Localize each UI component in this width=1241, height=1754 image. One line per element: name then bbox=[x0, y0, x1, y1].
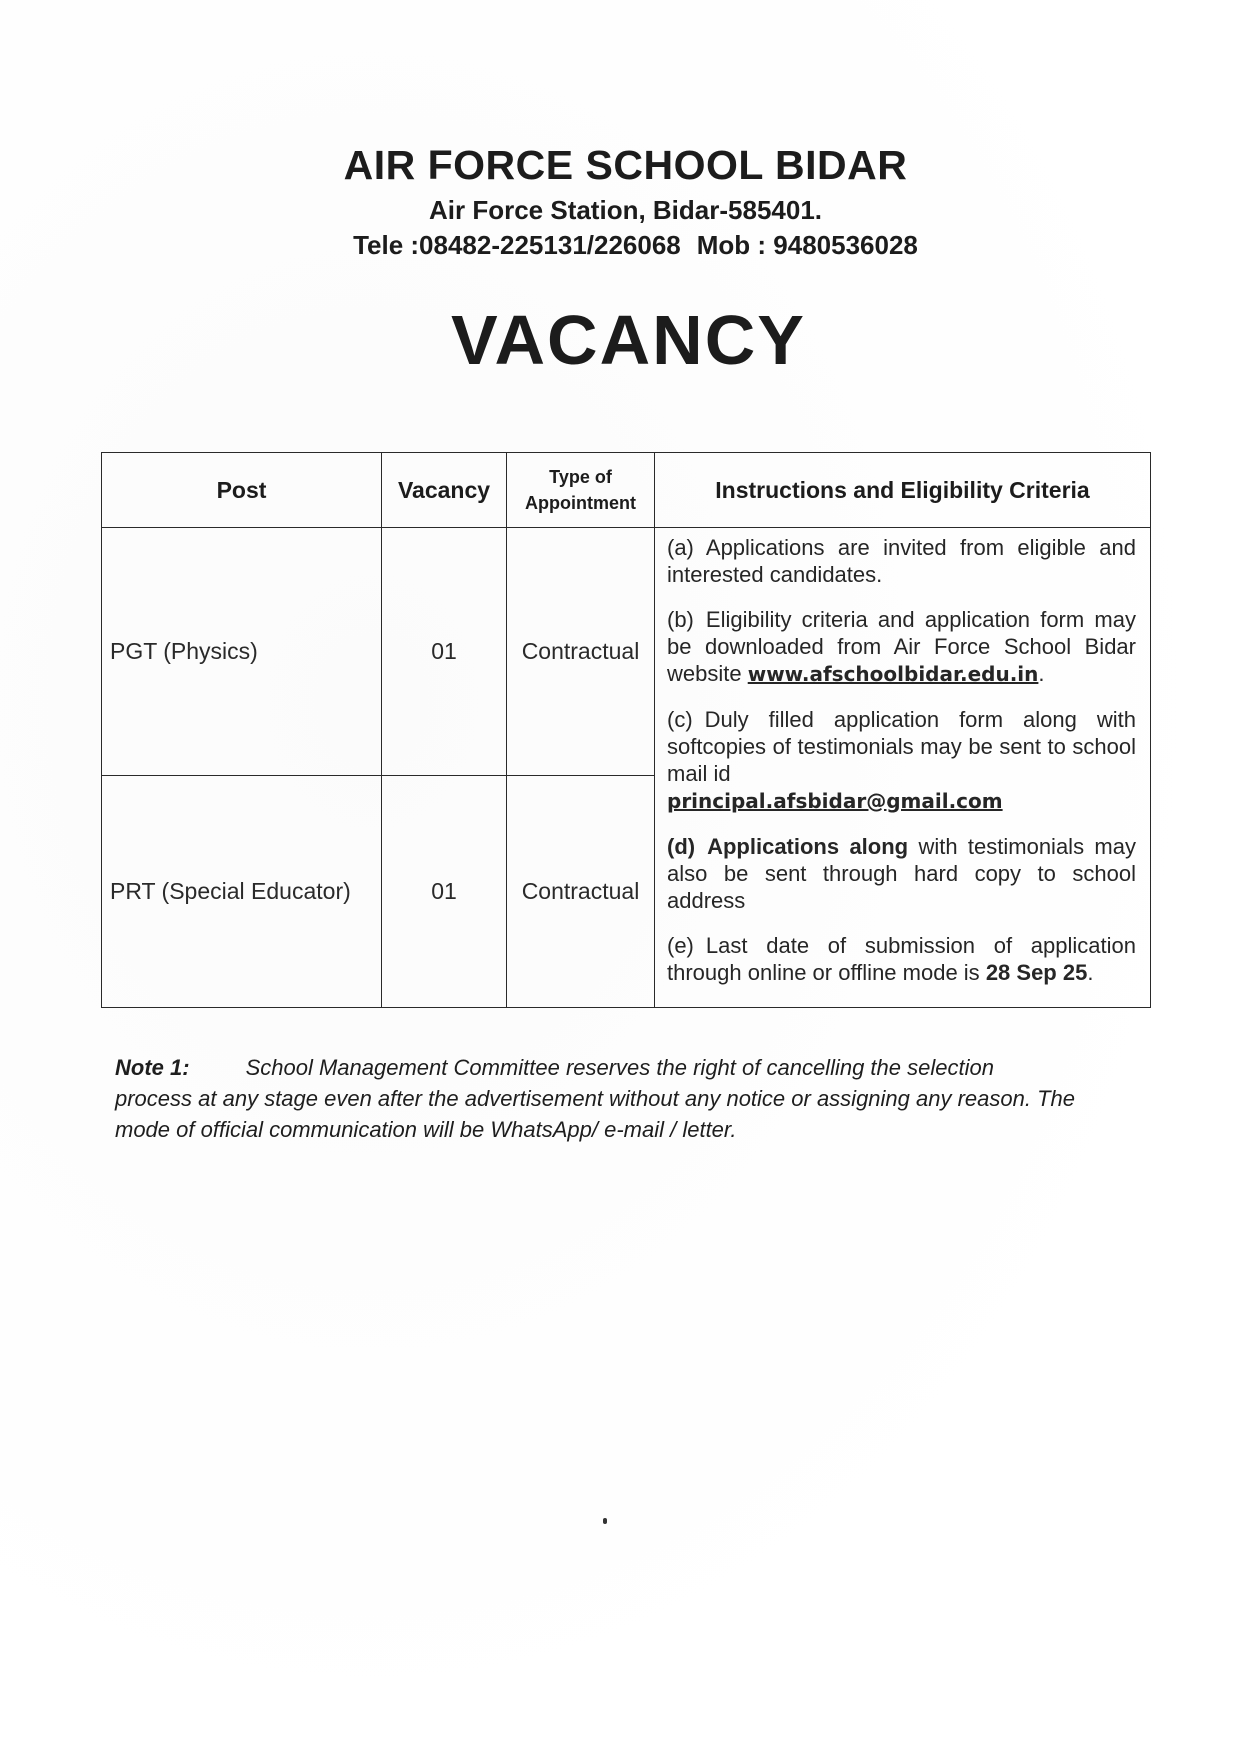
vacancy-cell: 01 bbox=[382, 528, 507, 776]
school-address: Air Force Station, Bidar-585401. bbox=[428, 195, 823, 225]
vacancy-table bbox=[101, 452, 1151, 1008]
table-row bbox=[102, 528, 1151, 776]
header-criteria: Instructions and Eligibility Criteria bbox=[655, 453, 1151, 528]
criteria-b: (b) Eligibility criteria and application form may be downloaded from Air Force School Bidar website www.afschoolbidar.edu.in. bbox=[667, 607, 1136, 686]
criteria-c: (c) Duly filled application form along with softcopies of testimonials may be sent to school mail id principal.afsbidar@gmail.com bbox=[667, 707, 1136, 813]
header-type-of-appointment: Type of Appointment bbox=[507, 453, 655, 528]
criteria-e: (e) Last date of submission of application through online or offline mode is 28 Sep 25. bbox=[667, 933, 1136, 985]
email-link[interactable]: principal.afsbidar@gmail.com bbox=[667, 789, 1003, 813]
post-cell: PRT (Special Educator) bbox=[102, 776, 382, 1008]
contact-line bbox=[30, 230, 1241, 261]
vacancy-cell: 01 bbox=[382, 776, 507, 1008]
criteria-cell bbox=[655, 528, 1151, 1008]
telephone: Tele :08482-225131/226068 bbox=[353, 230, 681, 260]
mobile: Mob : 9480536028 bbox=[696, 230, 918, 260]
note-1 bbox=[115, 1052, 1075, 1145]
last-date: 28 Sep 25 bbox=[985, 960, 1088, 985]
type-cell: Contractual bbox=[507, 776, 655, 1008]
header-post: Post bbox=[102, 453, 382, 528]
type-cell: Contractual bbox=[507, 528, 655, 776]
scan-speck bbox=[603, 1518, 607, 1524]
letterhead bbox=[0, 142, 1241, 261]
school-name: AIR FORCE SCHOOL BIDAR bbox=[343, 142, 908, 188]
header-vacancy: Vacancy bbox=[382, 453, 507, 528]
criteria-d: (d) Applications along with testimonials may also be sent through hard copy to school address bbox=[667, 834, 1136, 913]
note-text: School Management Committee reserves the right of cancelling the selection process at any stage even after the advertisement without any notice or assigning any reason. The mode of official communication will be WhatsApp/ e-mail / letter. bbox=[115, 1055, 1075, 1142]
table-header-row bbox=[102, 453, 1151, 528]
post-cell: PGT (Physics) bbox=[102, 528, 382, 776]
website-link[interactable]: www.afschoolbidar.edu.in bbox=[747, 662, 1039, 686]
page-title: VACANCY bbox=[451, 301, 806, 379]
criteria-a: (a) Applications are invited from eligible and interested candidates. bbox=[667, 535, 1136, 587]
note-label: Note 1: bbox=[115, 1055, 190, 1080]
